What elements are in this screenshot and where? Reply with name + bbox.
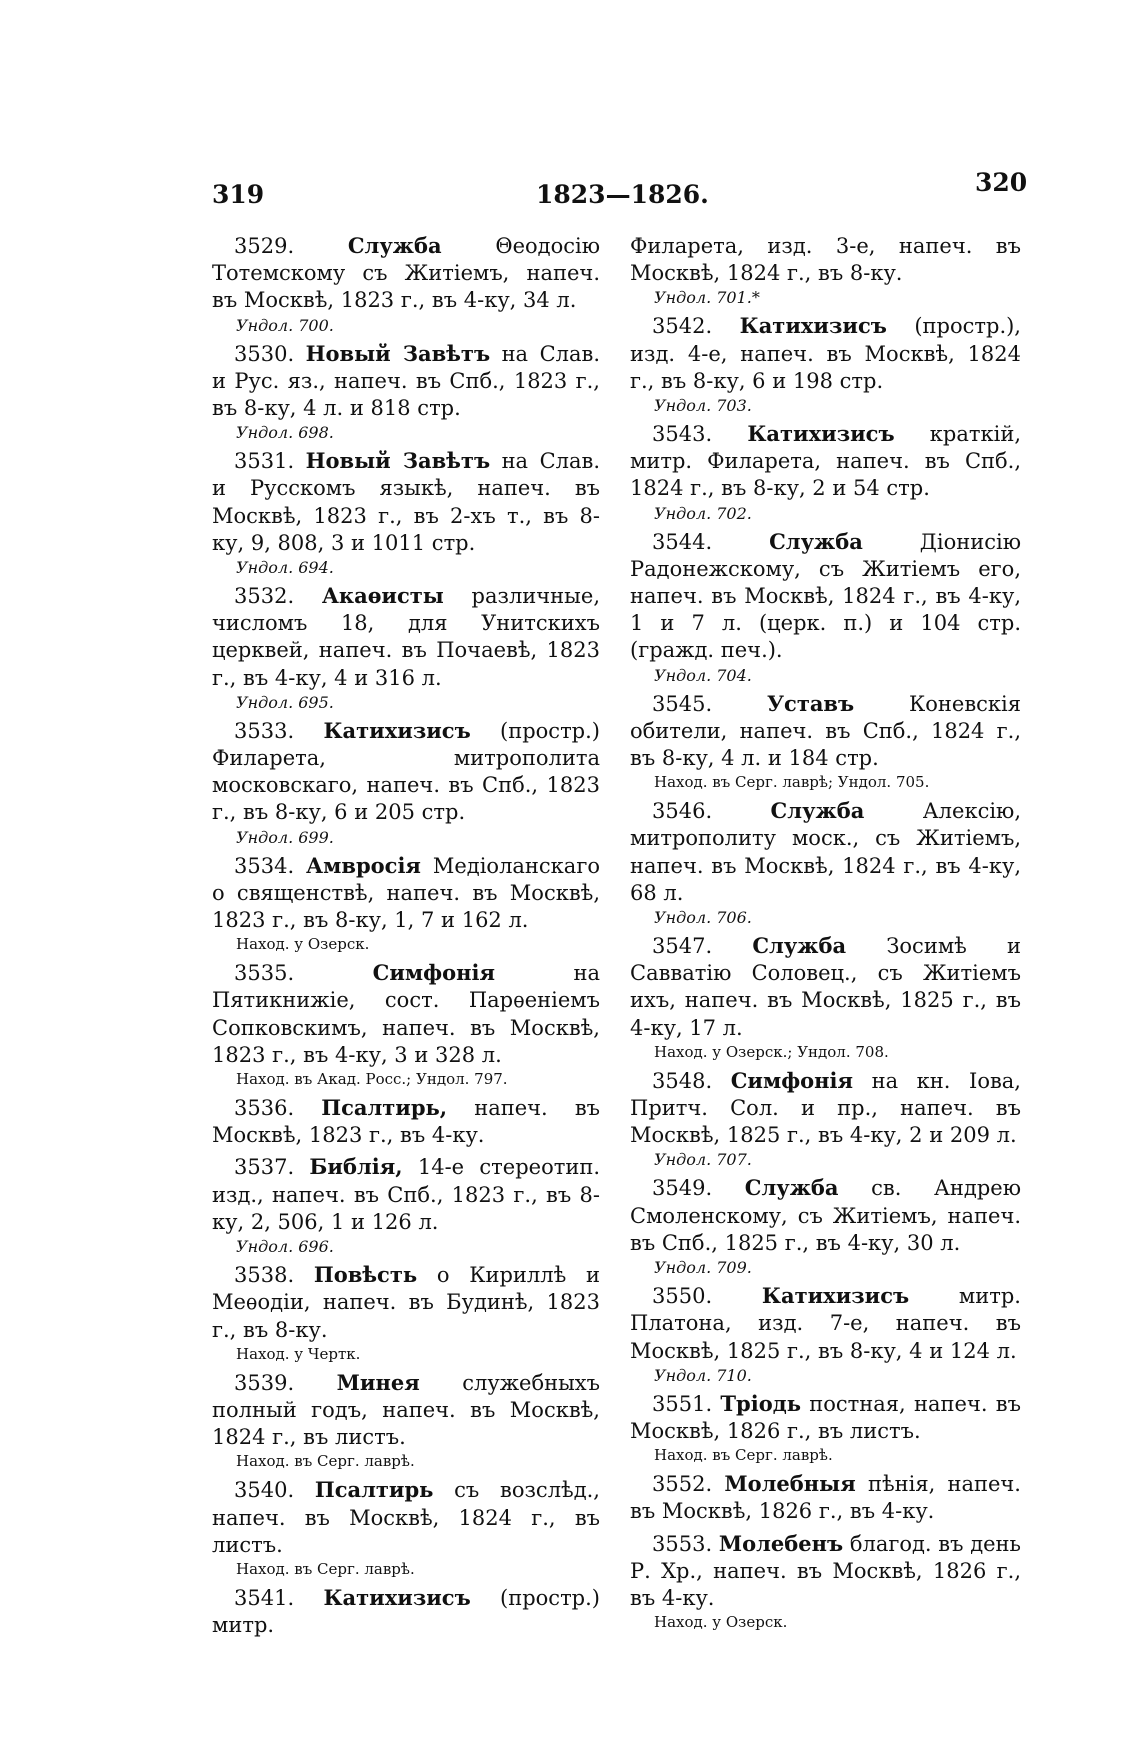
entry-title: Молебныя [724, 1471, 856, 1497]
catalog-entry [212, 582, 600, 692]
entry-title: Тріодь [720, 1390, 801, 1416]
entry-number: 3533. [234, 718, 295, 743]
page-header [0, 168, 1140, 208]
entry-note: Наход. у Озерск. [236, 935, 370, 954]
entry-number: 3541. [234, 1585, 295, 1610]
entry-title: Катихизисъ [761, 1283, 910, 1309]
entry-number: 3549. [652, 1176, 713, 1201]
entry-description: постная, напеч. въ Москвѣ, 1826 г., въ листъ. [630, 1391, 1021, 1443]
entry-number: 3547. [652, 934, 713, 959]
entry-number: 3544. [652, 529, 713, 554]
entry-number: 3532. [234, 584, 295, 609]
catalog-entry [212, 852, 600, 935]
entry-description: митр. Платона, изд. 7-е, напеч. въ Москвѣ, 1825 г., въ 8-ку, 4 и 124 л. [630, 1284, 1021, 1363]
entry-note: Наход. въ Серг. лаврѣ; Ундол. 705. [654, 773, 930, 792]
catalog-entry [212, 1153, 600, 1236]
entry-description: Діонисію Радонежскому, съ Житіемъ его, напеч. въ Москвѣ, 1824 г., въ 4-ку, 1 и 7 л. (церк. п.) и 104 стр. (гражд. печ.). [630, 529, 1021, 663]
catalog-entry [212, 959, 600, 1069]
entry-title: Псалтирь, [321, 1095, 448, 1121]
catalog-entry [212, 232, 600, 315]
entry-number: 3543. [652, 422, 713, 447]
entry-note: Наход. въ Серг. лаврѣ. [236, 1559, 415, 1578]
entry-number: 3542. [652, 314, 713, 339]
entry-note: Наход. въ Акад. Росс.; Ундол. 797. [236, 1070, 508, 1089]
entry-description: Коневскія обители, напеч. въ Спб., 1824 г., въ 8-ку, 4 л. и 184 стр. [630, 691, 1021, 771]
entry-number: 3546. [652, 799, 713, 824]
entry-note: Ундол. 695. [236, 692, 334, 712]
entry-title: Служба [752, 933, 847, 959]
catalog-entry [630, 1282, 1021, 1365]
catalog-entry [630, 1470, 1021, 1525]
catalog-entry [630, 1174, 1021, 1257]
entry-title: Акаѳисты [321, 583, 444, 609]
entry-description: краткій, митр. Филарета, напеч. въ Спб., 1824 г., въ 8-ку, 2 и 54 стр. [630, 422, 1021, 501]
catalog-entry [212, 447, 600, 557]
entry-number: 3552. [652, 1472, 713, 1497]
entry-note: Ундол. 698. [236, 423, 334, 443]
right-column [630, 232, 1021, 1637]
entry-title: Амвросія [306, 852, 421, 878]
entry-title: Уставъ [766, 690, 855, 716]
entry-title: Симфонія [730, 1067, 854, 1093]
catalog-entry [212, 1584, 600, 1639]
entry-number: 3536. [234, 1096, 295, 1121]
entry-description: Филарета, изд. 3-е, напеч. въ Москвѣ, 1824 г., въ 8-ку. [630, 234, 1021, 286]
left-page-number: 319 [212, 180, 265, 209]
entry-note: Ундол. 706. [654, 908, 752, 928]
catalog-entry [630, 932, 1021, 1042]
entry-note: Ундол. 710. [654, 1365, 752, 1385]
entry-title: Катихизисъ [323, 717, 471, 743]
entry-description: Зосимѣ и Савватію Соловец., съ Житіемъ ихъ, напеч. въ Москвѣ, 1825 г., въ 4-ку, 17 л. [630, 934, 1021, 1040]
left-column [212, 232, 600, 1643]
entry-number: 3550. [652, 1284, 713, 1309]
entry-number: 3540. [234, 1478, 295, 1503]
catalog-entry [212, 1369, 600, 1452]
catalog-entry [630, 1390, 1021, 1445]
entry-number: 3535. [234, 961, 295, 986]
catalog-entry [212, 1261, 600, 1344]
entry-description: на Слав. и Русскомъ языкѣ, напеч. въ Москвѣ, 1823 г., въ 2-хъ т., въ 8-ку, 9, 808, 3 и 1011 стр. [212, 449, 600, 555]
running-title: 1823—1826. [536, 180, 709, 209]
entry-description: (простр.) Филарета, митрополита московскаго, напеч. въ Спб., 1823 г., въ 8-ку, 6 и 205 стр. [212, 718, 600, 825]
catalog-entry [630, 420, 1021, 503]
entry-title: Повѣсть [313, 1262, 418, 1288]
entry-description: служебныхъ полный годъ, напеч. въ Москвѣ, 1824 г., въ листъ. [212, 1370, 600, 1450]
entry-description: благод. въ день Р. Хр., напеч. въ Москвѣ, 1826 г., въ 4-ку. [630, 1531, 1021, 1610]
entry-note: Ундол. 701.* [654, 288, 760, 308]
entry-note: Наход. у Озерск.; Ундол. 708. [654, 1042, 889, 1061]
entry-description: на Слав. и Рус. яз., напеч. въ Спб., 1823 г., въ 8-ку, 4 л. и 818 стр. [212, 341, 600, 421]
entry-note: Наход. въ Серг. лаврѣ. [654, 1446, 833, 1465]
entry-description: Θеодосію Тотемскому съ Житіемъ, напеч. въ Москвѣ, 1823 г., въ 4-ку, 34 л. [212, 234, 600, 313]
entry-description: на Пятикнижіе, сост. Парѳеніемъ Сопковскимъ, напеч. въ Москвѣ, 1823 г., въ 4-ку, 3 и 328 л. [212, 961, 600, 1067]
entry-description: Алексію, митрополиту моск., съ Житіемъ, напеч. въ Москвѣ, 1824 г., въ 4-ку, 68 л. [630, 799, 1021, 905]
entry-description: различные, числомъ 18, для Унитскихъ церквей, напеч. въ Почаевѣ, 1823 г., въ 4-ку, 4 и 316 л. [212, 584, 600, 690]
catalog-entry [630, 312, 1021, 395]
entry-number: 3538. [234, 1263, 295, 1288]
entry-number: 3530. [234, 341, 295, 366]
entry-title: Псалтирь [314, 1477, 434, 1503]
catalog-entry [212, 1476, 600, 1559]
catalog-entry [630, 232, 1021, 287]
entry-note: Ундол. 704. [654, 665, 752, 685]
right-page-number: 320 [975, 168, 1028, 197]
entry-number: 3539. [234, 1370, 295, 1395]
entry-title: Служба [770, 798, 865, 824]
entry-note: Наход. въ Серг. лаврѣ. [236, 1452, 415, 1471]
entry-note: Ундол. 699. [236, 827, 334, 847]
entry-note: Ундол. 709. [654, 1258, 752, 1278]
entry-note: Наход. у Озерск. [654, 1613, 788, 1632]
entry-title: Библія, [309, 1154, 403, 1180]
entry-note: Наход. у Чертк. [236, 1344, 361, 1363]
entry-note: Ундол. 703. [654, 396, 752, 416]
entry-description: св. Андрею Смоленскому, съ Житіемъ, напеч. въ Спб., 1825 г., въ 4-ку, 30 л. [630, 1176, 1021, 1255]
catalog-entry [630, 1530, 1021, 1613]
entry-number: 3529. [234, 234, 295, 258]
entry-title: Минея [336, 1369, 420, 1395]
catalog-entry [630, 690, 1021, 773]
entry-title: Служба [769, 528, 863, 554]
catalog-entry [630, 1067, 1021, 1150]
entry-note: Ундол. 702. [654, 503, 752, 523]
entry-note: Ундол. 707. [654, 1150, 752, 1170]
entry-number: 3537. [234, 1155, 295, 1180]
entry-note: Ундол. 696. [236, 1237, 334, 1257]
catalog-entry [630, 528, 1021, 665]
entry-description: (простр.), изд. 4-е, напеч. въ Москвѣ, 1824 г., въ 8-ку, 6 и 198 стр. [630, 314, 1021, 393]
entry-title: Служба [347, 233, 442, 258]
entry-title: Молебенъ [718, 1530, 844, 1556]
entry-description: (простр.) митр. [212, 1585, 600, 1638]
entry-number: 3531. [234, 449, 295, 474]
entry-number: 3548. [652, 1068, 713, 1093]
entry-description: о Кириллѣ и Меѳодіи, напеч. въ Будинѣ, 1823 г., въ 8-ку. [212, 1263, 600, 1342]
entry-number: 3551. [652, 1391, 713, 1416]
catalog-entry [630, 797, 1021, 907]
entry-title: Служба [744, 1175, 839, 1201]
entry-title: Катихизисъ [323, 1584, 471, 1610]
entry-description: на кн. Іова, Притч. Сол. и пр., напеч. въ Москвѣ, 1825 г., въ 4-ку, 2 и 209 л. [630, 1068, 1021, 1148]
entry-title: Новый Завѣтъ [305, 448, 491, 474]
entry-title: Симфонія [372, 960, 495, 986]
entry-number: 3553. [652, 1531, 713, 1556]
entry-note: Ундол. 694. [236, 558, 334, 578]
catalog-entry [212, 340, 600, 423]
entry-title: Новый Завѣтъ [305, 340, 491, 366]
entry-title: Катихизисъ [747, 421, 895, 447]
entry-description: напеч. въ Москвѣ, 1823 г., въ 4-ку. [212, 1096, 600, 1148]
entry-number: 3545. [652, 691, 713, 716]
entry-note: Ундол. 700. [236, 315, 334, 335]
catalog-entry [212, 717, 600, 827]
entry-title: Катихизисъ [739, 313, 887, 339]
entry-number: 3534. [234, 853, 295, 878]
entry-description: Медіоланскаго о священствѣ, напеч. въ Москвѣ, 1823 г., въ 8-ку, 1, 7 и 162 л. [212, 853, 600, 933]
entry-description: 14-е стереотип. изд., напеч. въ Спб., 1823 г., въ 8-ку, 2, 506, 1 и 126 л. [212, 1155, 600, 1234]
catalog-entry [212, 1094, 600, 1149]
entry-description: пѣнія, напеч. въ Москвѣ, 1826 г., въ 4-ку. [630, 1472, 1021, 1524]
entry-description: съ возслѣд., напеч. въ Москвѣ, 1824 г., въ листъ. [212, 1478, 600, 1557]
